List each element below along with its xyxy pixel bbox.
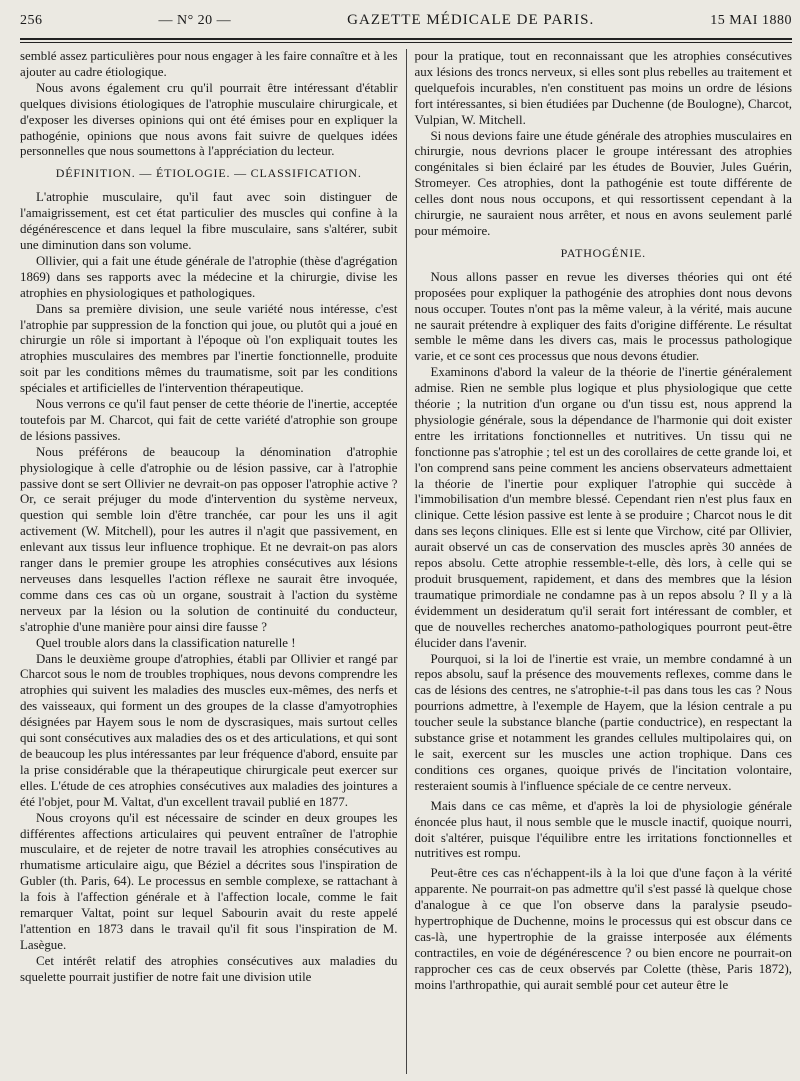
paragraph: Mais dans ce cas même, et d'après la loi de physiologie générale énoncée plus haut, il nous semble que le muscle inactif, quoique nourri, doit s'altérer, puisque l'équilibre entre les irritations fonctionnelles et nutritives est rompu. [414, 798, 792, 861]
paragraph: Nous croyons qu'il est nécessaire de scinder en deux groupes les différentes affections articulaires qui peuvent entraîner de l'atrophie musculaire, et de rejeter de notre travail les atrophies consécutives au rhumatisme articulaire aigu, que Béziel a décrites sous l'inspiration de Gubler (th. Paris, 64). Le processus en semble complexe, se rattachant à la fois à l'affection générale et à l'affection locale, comme le fait remarquer Valtat, point sur lequel Sabourin avait du reste appelé l'attention en 1873 dans le travail qu'il fit sous l'inspiration de M. Lasègue. [20, 810, 398, 952]
section-heading: PATHOGÉNIE. [560, 245, 646, 260]
paragraph: Nous verrons ce qu'il faut penser de cette théorie de l'inertie, acceptée toutefois par M. Charcot, qui fait de cette variété d'atrophie son groupe de lésions passives. [20, 397, 398, 443]
right-column [407, 49, 793, 1074]
header-rule-thin [20, 42, 792, 43]
issue-number: — N° 20 — [158, 13, 232, 28]
article-columns [20, 49, 792, 1074]
paragraph: semblé assez particulières pour nous engager à les faire connaître et à les ajouter au cadre étiologique. [20, 49, 398, 79]
left-column [20, 49, 406, 1074]
issue-date: 15 MAI 1880 [710, 13, 792, 28]
paragraph: L'atrophie musculaire, qu'il faut avec soin distinguer de l'amaigrissement, est cet état particulier des muscles qui confine à la dégénérescence et dans lequel la fibre musculaire, sans s'altérer, subit une diminution dans son volume. [20, 190, 398, 252]
paragraph: Nous avons également cru qu'il pourrait être intéressant d'établir quelques divisions étiologiques de l'atrophie musculaire chirurgicale, et d'exposer les diverses opinions qui ont été émises pour en expliquer la pathogénie, opinions que nous avons fait suivre de quelques idées personnelles que nous soumettons à l'appréciation du lecteur. [20, 80, 398, 159]
section-heading: DÉFINITION. — ÉTIOLOGIE. — CLASSIFICATION. [55, 166, 362, 181]
paragraph: Examinons d'abord la valeur de la théorie de l'inertie généralement admise. Rien ne semble plus logique et plus physiologique que cette théorie ; la nutrition d'un organe ou d'un tissu est, nous apprend la physiologie générale, sous la dépendance de l'harmonie qui doit exister entre les irritations fonctionnelles et nutritives. Un tissu qui ne fonctionne pas s'atrophie ; tel est un des corollaires de cette grande loi, et l'on comprend sans peine comment les anciens observateurs admettaient la théorie de l'inertie pour expliquer l'atrophie qui succède à l'immobilisation d'un membre blessé. Cependant rien n'est plus faux en clinique. Cette lésion passive est lente à se produire ; Charcot nous le dit dans ses leçons cliniques. Elle est si lente que Virchow, cité par Ollivier, aurait observé un cas de conservation des muscles après 30 années de repos absolu. Cette atrophie ressemble-t-elle, dès lors, à celle qui se produit brusquement, rapidement, et dans des membres que la lésion traumatique primordiale ne condamne pas à un repos absolu ? Il y a là évidemment un desideratum qu'il serait fort intéressant de combler, et que de nouvelles recherches anatomo-pathologiques pourront peut-être élucider dans l'avenir. [414, 365, 792, 650]
page-header [20, 12, 792, 34]
header-rule [20, 38, 792, 40]
paragraph: Dans sa première division, une seule variété nous intéresse, c'est l'atrophie par suppression de la fonction qui joue, ou plutôt qui a joué en chirurgie un rôle si important à l'époque où l'on expliquait toutes les atrophies musculaires des membres par l'inertie fonctionnelle, produite soit par les conditions mêmes du traumatisme, soit par les conditions spéciales et artificielles de l'intervention thérapeutique. [20, 301, 398, 396]
paragraph: Nous allons passer en revue les diverses théories qui ont été proposées pour expliquer la pathogénie des atrophies dont nous devons nous occuper. Toutes n'ont pas la même valeur, à la vérité, mais aucune ne saurait prétendre à expliquer des faits d'origine différente. Le résultat semble le même dans les divers cas, mais le processus pathologique varie, et ce sont ces processus que nous devons étudier. [414, 269, 792, 364]
paragraph: Pourquoi, si la loi de l'inertie est vraie, un membre condamné à un repos absolu, sauf la présence des mouvements reflexes, comme dans le cas de lésions des centres, ne s'atrophie-t-il pas dans tous les cas ? Nous pourrions admettre, à l'exemple de Hayem, que la lésion centrale a pu toucher seule la substance blanche (partie conductrice), en respectant la substance grise et notamment les grandes cellules multipolaires qui, on le sait, exercent sur les muscles une action trophique. Dans ces conditions ces organes, quoique privés de l'incitation volontaire, resteraient soumis à l'influence spéciale de ce centre nerveux. [414, 651, 792, 793]
paragraph: Peut-être ces cas n'échappent-ils à la loi que d'une façon à la vérité apparente. Ne pourrait-on pas admettre qu'il s'est passé là quelque chose d'analogue à ce que l'on observe dans la paralysie pseudo-hypertrophique de Duchenne, moins le processus qui est obscur dans ce cas-là, une hypertrophie de la graisse interposée aux éléments contractiles, en voie de dégénérescence ? ou bien encore ne pourrait-on rapprocher ces cas de ceux observés par Colette (thèse, Paris 1872), moins l'arthropathie, qui aurait semblé pour cet auteur être le [414, 866, 792, 992]
paragraph: Quel trouble alors dans la classification naturelle ! [36, 635, 296, 650]
paragraph: Cet intérêt relatif des atrophies consécutives aux maladies du squelette pourrait justifier de notre fait une division utile [20, 953, 398, 984]
paragraph: Ollivier, qui a fait une étude générale de l'atrophie (thèse d'agrégation 1869) dans ses rapports avec la médecine et la chirurgie, divise les atrophies en physiologiques et pathologiques. [20, 253, 398, 300]
journal-title: GAZETTE MÉDICALE DE PARIS. [347, 12, 595, 28]
paragraph: Si nous devions faire une étude générale des atrophies musculaires en chirurgie, nous devrions placer le groupe intéressant des atrophies congénitales si bien éclairé par les études de Bouvier, Jules Guérin, Stromeyer. Ces atrophies, dont la pathogénie est toute différente de celles dont nous nous occupons, et qui ressortissent cependant à la chirurgie, ne sauraient nous arrêter, et nous en avons seulement parlé pour mémoire. [414, 128, 792, 238]
paragraph: Dans le deuxième groupe d'atrophies, établi par Ollivier et rangé par Charcot sous le nom de troubles trophiques, nous devons comprendre les atrophies qui suivent les maladies des muscles eux-mêmes, des nerfs et des vaisseaux, qui forment un des groupes de la classe d'amyotrophies désignées par Hayem sous le nom de dyscrasiques, mais surtout celles qui sont consécutives aux maladies des os et des articulations, et qui sont de beaucoup les plus intéressantes par leur fréquence d'abord, ensuite par la prise considérable que la thérapeutique chirurgicale peut exercer sur elles. L'étude de ces atrophies consécutives aux maladies des jointures a été l'objet, pour M. Valtat, d'un excellent travail publié en 1877. [20, 651, 398, 809]
paragraph: pour la pratique, tout en reconnaissant que les atrophies consécutives aux lésions des troncs nerveux, si elles sont plus rebelles au traitement et quelquefois incurables, n'en constituent pas moins un ordre de lésions fort intéressantes, si bien étudiées par Duchenne (de Boulogne), Charcot, Vulpian, W. Mitchell. [414, 49, 792, 127]
paragraph: Nous préférons de beaucoup la dénomination d'atrophie physiologique à celle d'atrophie ou de lésion passive, car à l'atrophie passive dont se sert Ollivier ne devrait-on pas opposer l'atrophie active ? Or, ce serait préjuger du mode d'intervention du système nerveux, question qui semble loin d'être tranchée, car pour les uns il agit activement (W. Mitchell), pour les autres il n'agit que passivement, en enlevant aux tissus leur influence trophique. Et ne devrait-on pas alors ranger dans le premier groupe les atrophies consécutives aux lésions nerveuses dans lesquelles l'action réflexe ne saurait être invoquée, comme dans ces cas où un organe, soustrait à l'action du système nerveux par la lésion ou la solution de continuité du conducteur, s'atrophie d'une manière pour ainsi dire fausse ? [20, 444, 398, 634]
page-number: 256 [20, 13, 43, 28]
